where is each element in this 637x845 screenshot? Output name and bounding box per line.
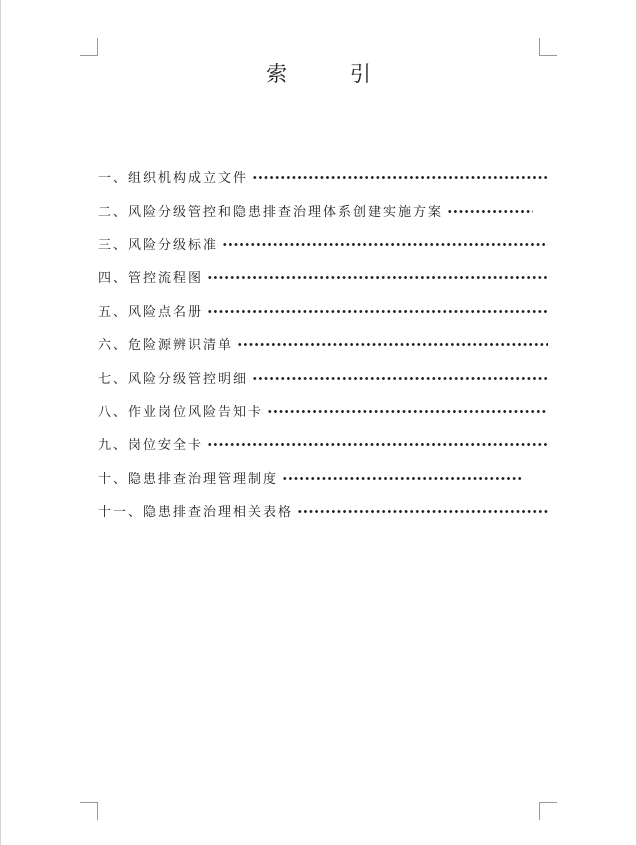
- table-of-contents: [98, 160, 548, 527]
- margin-marker-top-left: [80, 38, 98, 56]
- toc-entry-label: 三、风险分级标准: [98, 237, 219, 253]
- toc-entry-label: 八、作业岗位风险告知卡: [98, 404, 264, 420]
- toc-dot-leader: [207, 443, 548, 446]
- toc-entry[interactable]: [98, 160, 548, 193]
- toc-dot-leader: [282, 477, 524, 480]
- toc-dot-leader: [447, 210, 533, 213]
- toc-entry[interactable]: [98, 494, 548, 527]
- margin-marker-bottom-right: [539, 802, 557, 820]
- toc-entry-label: 九、岗位安全卡: [98, 438, 204, 454]
- toc-dot-leader: [207, 276, 548, 279]
- toc-dot-leader: [222, 243, 548, 246]
- toc-entry-label: 七、风险分级管控明细: [98, 371, 249, 387]
- document-title: 索 引: [266, 62, 399, 86]
- margin-marker-top-right: [539, 38, 557, 56]
- margin-marker-bottom-left: [80, 802, 98, 820]
- toc-entry[interactable]: [98, 260, 548, 293]
- toc-entry-label: 二、风险分级管控和隐患排查治理体系创建实施方案: [98, 204, 444, 220]
- toc-entry-label: 六、危险源辨识清单: [98, 338, 234, 354]
- toc-dot-leader: [252, 176, 548, 179]
- toc-dot-leader: [297, 510, 548, 513]
- toc-entry-label: 五、风险点名册: [98, 304, 204, 320]
- toc-entry[interactable]: [98, 294, 548, 327]
- toc-entry[interactable]: [98, 227, 548, 260]
- toc-entry[interactable]: [98, 193, 548, 226]
- toc-entry[interactable]: [98, 427, 548, 460]
- toc-dot-leader: [207, 310, 548, 313]
- toc-entry[interactable]: [98, 327, 548, 360]
- toc-dot-leader: [267, 410, 548, 413]
- toc-entry-label: 十一、隐患排查治理相关表格: [98, 505, 294, 521]
- toc-entry-label: 四、管控流程图: [98, 271, 204, 287]
- toc-dot-leader: [252, 377, 548, 380]
- toc-entry[interactable]: [98, 394, 548, 427]
- toc-entry-label: 十、隐患排查治理管理制度: [98, 471, 279, 487]
- toc-entry-label: 一、组织机构成立文件: [98, 171, 249, 187]
- toc-entry[interactable]: [98, 461, 548, 494]
- page-edge-left: [0, 0, 1, 845]
- toc-dot-leader: [237, 343, 548, 346]
- toc-entry[interactable]: [98, 360, 548, 393]
